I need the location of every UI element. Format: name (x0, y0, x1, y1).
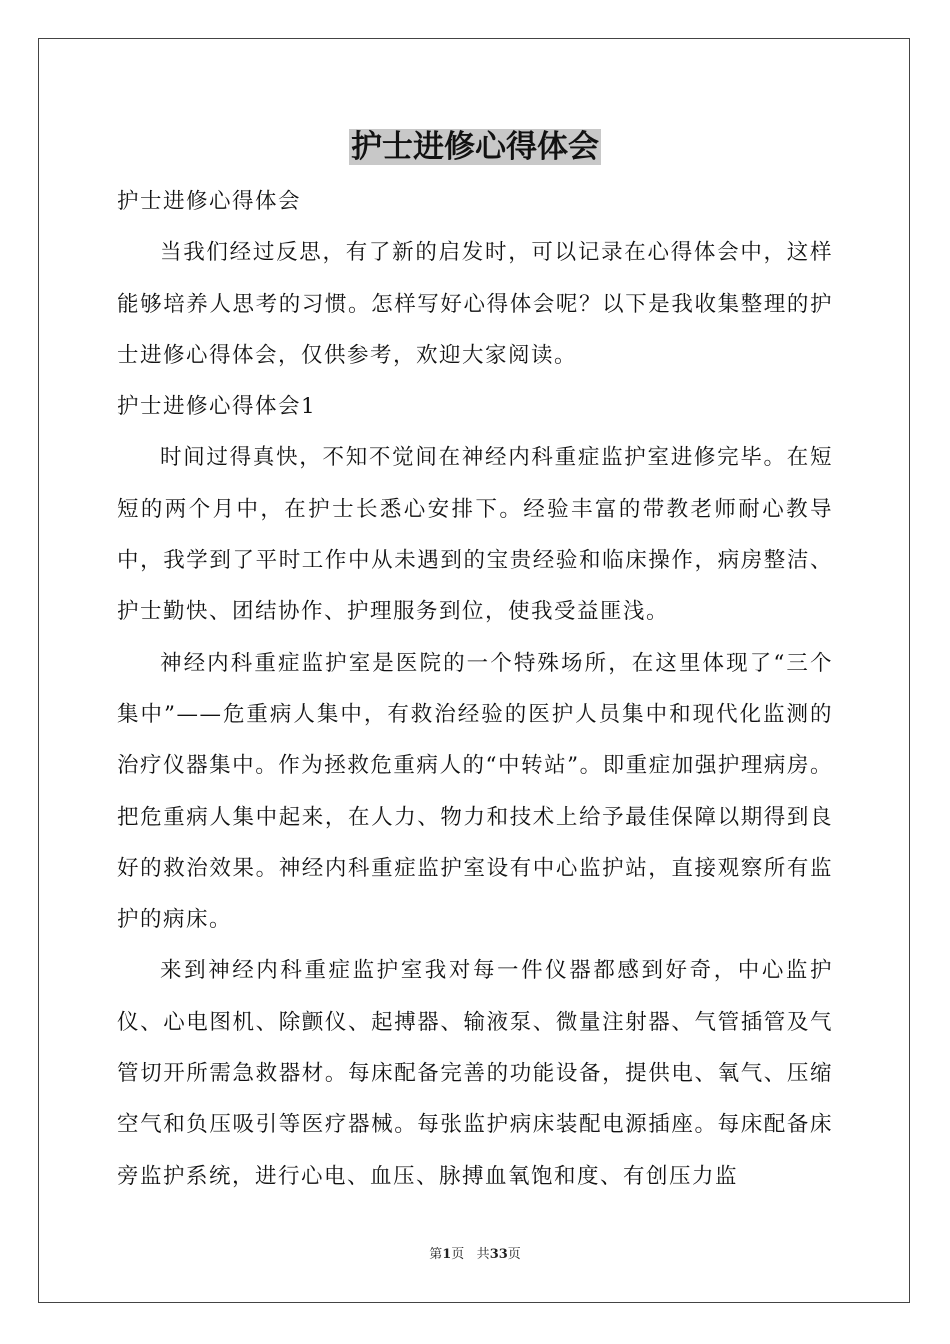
paragraph: 来到神经内科重症监护室我对每一件仪器都感到好奇，中心监护仪、心电图机、除颤仪、起搏器、输液泵、微量注射器、气管插管及气管切开所需急救器材。每床配备完善的功能设备，提供电、氧气、压缩空气和负压吸引等医疗器械。每张监护病床装配电源插座。每床配备床旁监护系统，进行心电、血压、脉搏血氧饱和度、有创压力监 (117, 958, 833, 1189)
page-footer (0, 1246, 950, 1264)
paragraph: 时间过得真快，不知不觉间在神经内科重症监护室进修完毕。在短短的两个月中，在护士长悉心安排下。经验丰富的带教老师耐心教导中，我学到了平时工作中从未遇到的宝贵经验和临床操作，病房整洁、护士勤快、团结协作、护理服务到位，使我受益匪浅。 (117, 445, 833, 625)
total-pages: 33 (489, 1247, 508, 1262)
document-title-text: 护士进修心得体会 (351, 129, 599, 165)
paragraph-intro: 当我们经过反思，有了新的启发时，可以记录在心得体会中，这样能够培养人思考的习惯。怎样写好心得体会呢？以下是我收集整理的护士进修心得体会，仅供参考，欢迎大家阅读。 (117, 240, 833, 368)
document-body (117, 176, 833, 1202)
total-suffix: 页 (507, 1247, 521, 1262)
page-number: 1 (442, 1247, 452, 1262)
page-suffix: 页 (451, 1247, 465, 1262)
paragraph: 神经内科重症监护室是医院的一个特殊场所，在这里体现了“三个集中”——危重病人集中，有救治经验的医护人员集中和现代化监测的治疗仪器集中。作为拯救危重病人的“中转站”。即重症加强护理病房。把危重病人集中起来，在人力、物力和技术上给予最佳保障以期得到良好的救治效果。神经内科重症监护室设有中心监护站，直接观察所有监护的病床。 (117, 650, 833, 933)
total-prefix: 共 (476, 1247, 490, 1262)
section-heading: 护士进修心得体会1 (117, 394, 317, 420)
paragraph-subtitle: 护士进修心得体会 (117, 189, 302, 214)
page-prefix: 第 (429, 1247, 443, 1262)
document-title (0, 127, 950, 167)
